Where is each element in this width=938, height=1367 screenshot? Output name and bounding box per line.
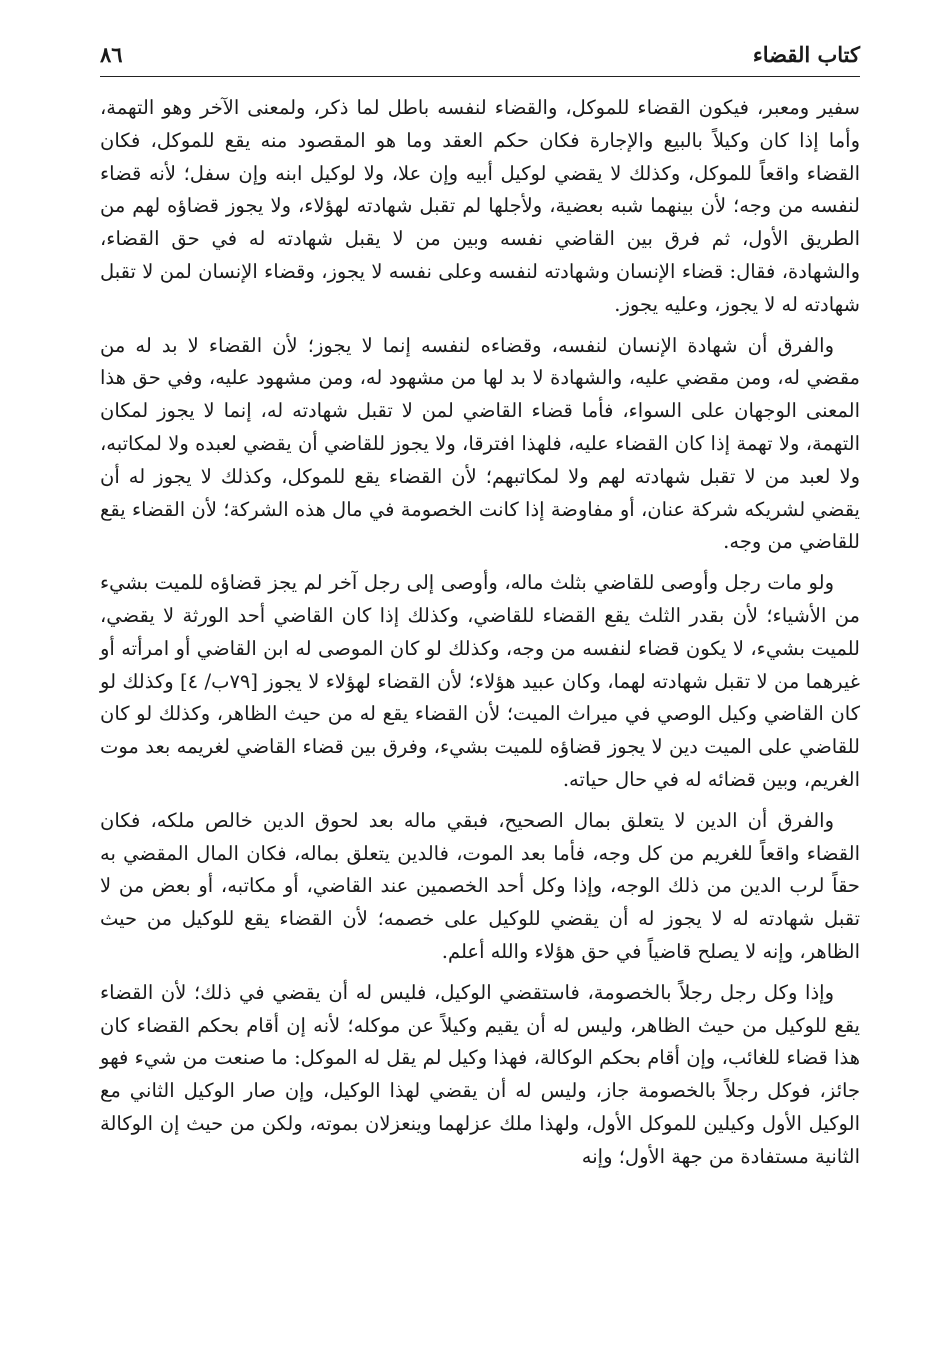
paragraph: وإذا وكل رجل رجلاً بالخصومة، فاستقضي الوكيل، فليس له أن يقضي في ذلك؛ لأن القضاء يقع للوكيل من حيث الظاهر، وليس له أن يقيم وكيلاً عن موكله؛ لأنه إن أقام بحكم القضاء كان هذا قضاء للغائب، وإن أقام بحكم الوكالة، فهذا وكيل لم يقل له الموكل: ما صنعت من شيء فهو جائز، فوكل رجلاً بالخصومة جاز، وليس له أن يقضي لهذا الوكيل، وإن صار الوكيل الثاني مع الوكيل الأول وكيلين للموكل الأول، ولهذا ملك عزلهما وينعزلان بموته، ولكن من حيث إن الوكالة الثانية مستفادة من جهة الأول؛ وإنه bbox=[100, 980, 860, 1168]
page-number: ٨٦ bbox=[100, 42, 123, 67]
book-title: كتاب القضاء bbox=[752, 42, 860, 67]
paragraph: ولو مات رجل وأوصى للقاضي بثلث ماله، وأوصى إلى رجل آخر لم يجز قضاؤه للميت بشيء من الأشياء؛ لأن بقدر الثلث يقع القضاء للقاضي، وكذلك إذا كان القاضي أحد الورثة لا يقضي، للميت بشيء، لا يكون قضاء لنفسه من وجه، وكذلك لو كان الموصى له ابن القاضي أو امرأته أو غيرهما من لا تقبل شهادته لهما، وكان عبيد هؤلاء؛ لأن القضاء لهؤلاء لا يجوز [٧٩ب/ ٤] وكذلك لو كان القاضي وكيل الوصي في ميراث الميت؛ لأن القضاء يقع له من حيث الظاهر، وكذلك لو كان للقاضي على الميت دين لا يجوز قضاؤه للميت بشيء، وفرق بين قضاء القاضي لغريمه بعد موت الغريم، وبين قضائه له في حال حياته. bbox=[100, 571, 860, 791]
paragraph: والفرق أن الدين لا يتعلق بمال الصحيح، فبقي ماله بعد لحوق الدين خالص ملكه، فكان القضاء واقعاً للغريم من كل وجه، فأما بعد الموت، فالدين يتعلق بماله، فكان المال المقضي به حقاً لرب الدين من ذلك الوجه، وإذا وكل أحد الخصمين عند القاضي، أو مكاتبه، أو بعض من لا تقبل شهادته له لا يجوز له أن يقضي للوكيل على خصمه؛ لأن القضاء يقع للوكيل من حيث الظاهر، وإنه لا يصلح قاضياً في حق هؤلاء والله أعلم. bbox=[100, 808, 860, 963]
body-text bbox=[100, 92, 860, 1174]
paragraph: سفير ومعبر، فيكون القضاء للموكل، والقضاء لنفسه باطل لما ذكر، ولمعنى الآخر وهو التهمة، وأما إذا كان وكيلاً بالبيع والإجارة فكان حكم العقد وما هو المقصود منه يقع للموكل، فكان القضاء واقعاً للموكل، وكذلك لا يقضي لوكيل أبيه وإن علا، ولا لوكيل ابنه وإن سفل؛ لأنه قضاء لنفسه من وجه؛ لأن بينهما شبه بعضية، ولأجلها لم تقبل شهادته لهؤلاء، ولا يجوز قضاؤه لهم من الطريق الأول، ثم فرق بين القاضي نفسه وبين من لا يقبل شهادته له في حق القضاء، والشهادة، فقال: قضاء الإنسان وشهادته لنفسه وعلى نفسه لا يجوز، وقضاء الإنسان لمن لا تقبل شهادته له لا يجوز، وعليه يجوز. bbox=[100, 96, 860, 316]
header-divider bbox=[100, 76, 860, 77]
paragraph: والفرق أن شهادة الإنسان لنفسه، وقضاءه لنفسه إنما لا يجوز؛ لأن القضاء لا بد له من مقضي له، ومن مقضي عليه، والشهادة لا بد لها من مشهود له، ومن مشهود عليه، وفي حق هذا المعنى الوجهان على السواء، فأما قضاء القاضي لمن لا تقبل شهادته له، إنما لا يجوز لمكان التهمة، ولا تهمة إذا كان القضاء عليه، فلهذا افترقا، ولا يجوز للقاضي أن يقضي لعبده ولا لمكاتبه، ولا لعبد من لا تقبل شهادته لهم ولا لمكاتبهم؛ لأن القضاء يقع للموكل، وكذلك لا يجوز له أن يقضي لشريكه شركة عنان، أو مفاوضة إذا كانت الخصومة في مال هذه الشركة؛ لأن القضاء يقع للقاضي من وجه. bbox=[100, 333, 860, 554]
running-head bbox=[100, 40, 860, 74]
